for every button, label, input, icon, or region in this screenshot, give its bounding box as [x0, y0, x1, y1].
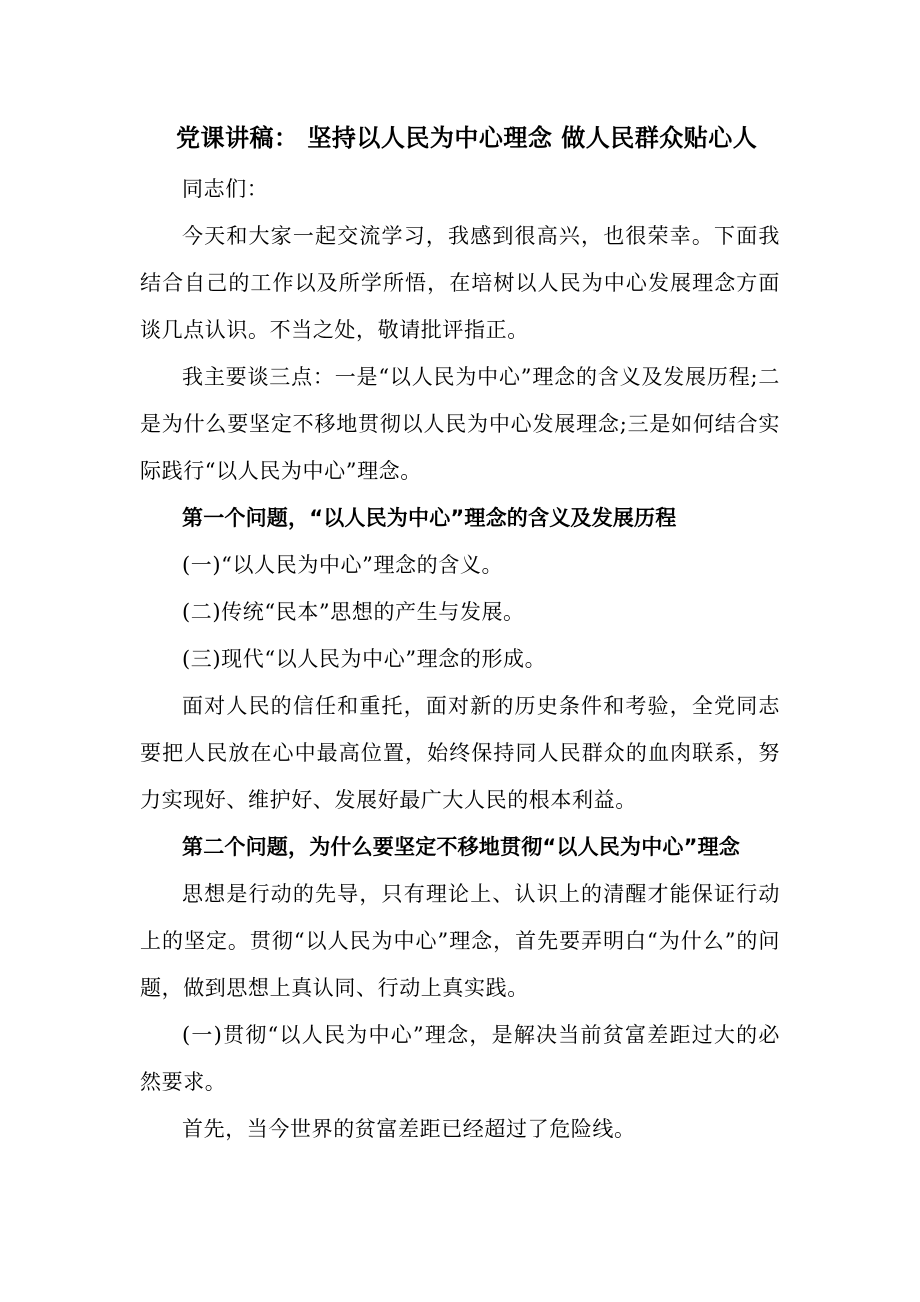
document-title: 党课讲稿： 坚持以人民为中心理念 做人民群众贴心人 [176, 124, 758, 152]
section1-item-1: (一)“以人民为中心”理念的含义。 [182, 553, 504, 577]
section2-paragraph-1: 思想是行动的先导，只有理论上、认识上的清醒才能保证行动上的坚定。贯彻“以人民为中心”理念，首先要弄明白“为什么”的问题，做到思想上真认同、行动上真实践。 [140, 882, 780, 1000]
section1-item-2: (二)传统“民本”思想的产生与发展。 [182, 600, 525, 624]
section2-paragraph-2: (一)贯彻“以人民为中心”理念，是解决当前贫富差距过大的必然要求。 [140, 1023, 780, 1094]
greeting: 同志们： [182, 177, 269, 201]
section1-heading: 第一个问题，“以人民为中心”理念的含义及发展历程 [182, 506, 677, 530]
section2-heading: 第二个问题，为什么要坚定不移地贯彻“以人民为中心”理念 [182, 835, 741, 859]
section1-paragraph: 面对人民的信任和重托，面对新的历史条件和考验，全党同志要把人民放在心中最高位置，始终保持同人民群众的血肉联系，努力实现好、维护好、发展好最广大人民的根本利益。 [140, 694, 780, 812]
outline-paragraph: 我主要谈三点：一是“以人民为中心”理念的含义及发展历程;二是为什么要坚定不移地贯彻以人民为中心发展理念;三是如何结合实际践行“以人民为中心”理念。 [140, 365, 780, 483]
intro-paragraph: 今天和大家一起交流学习，我感到很高兴，也很荣幸。下面我结合自己的工作以及所学所悟，在培树以人民为中心发展理念方面谈几点认识。不当之处，敬请批评指正。 [140, 224, 780, 342]
section1-item-3: (三)现代“以人民为中心”理念的形成。 [182, 647, 547, 671]
document-page [140, 118, 780, 1153]
section2-paragraph-3: 首先，当今世界的贫富差距已经超过了危险线。 [182, 1117, 636, 1141]
